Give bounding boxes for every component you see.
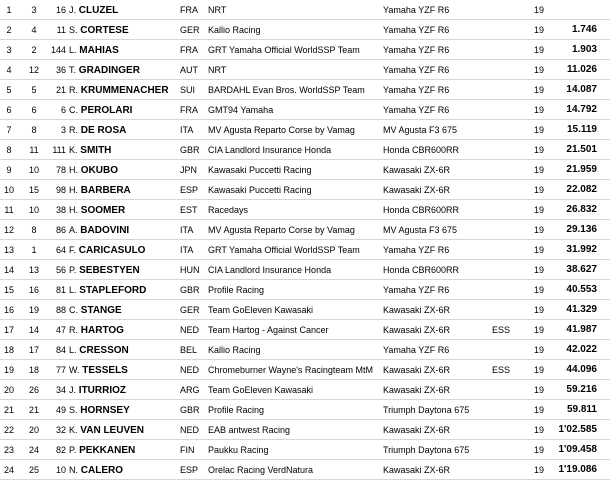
bike-model: Triumph Daytona 675	[383, 405, 470, 415]
rider-number: 16	[55, 5, 66, 15]
rider-surname: TESSELS	[82, 365, 128, 376]
team-name: GMT94 Yamaha	[208, 105, 274, 115]
position: 16	[3, 305, 14, 315]
rider-number: 81	[55, 285, 66, 295]
table-row	[0, 40, 610, 60]
bike-model: Kawasaki ZX-6R	[383, 365, 451, 375]
bike-model: Honda CBR600RR	[383, 145, 460, 155]
rider-number: 144	[50, 45, 66, 55]
rider-surname: VAN LEUVEN	[80, 425, 145, 436]
table-row	[0, 20, 610, 40]
nationality: ESP	[180, 185, 199, 195]
laps: 19	[534, 365, 545, 375]
table-row	[0, 280, 610, 300]
rider-surname: SMITH	[80, 145, 112, 156]
position: 12	[3, 225, 14, 235]
rider-number: 111	[52, 145, 66, 155]
rider-initial: C.	[69, 305, 78, 315]
gap-time: 59.216	[566, 384, 597, 395]
ess-flag: ESS	[492, 325, 511, 335]
laps: 19	[534, 5, 545, 15]
nationality: ESP	[180, 465, 199, 475]
grid-position: 17	[28, 345, 39, 355]
rider-number: 84	[55, 345, 66, 355]
grid-position: 13	[28, 265, 39, 275]
grid-position: 1	[31, 245, 37, 255]
bike-model: Kawasaki ZX-6R	[383, 165, 451, 175]
team-name: MV Agusta Reparto Corse by Vamag	[208, 225, 355, 235]
table-row	[0, 400, 610, 420]
team-name: Kallio Racing	[208, 25, 261, 35]
bike-model: Triumph Daytona 675	[383, 445, 470, 455]
rider-number: 21	[55, 85, 66, 95]
gap-time: 38.627	[566, 264, 597, 275]
table-row	[0, 80, 610, 100]
rider-name	[69, 60, 140, 81]
grid-position: 8	[31, 225, 37, 235]
nationality: NED	[180, 325, 200, 335]
rider-initial: R.	[69, 125, 78, 135]
gap-time: 1'09.458	[558, 444, 597, 455]
table-row	[0, 200, 610, 220]
bike-model: Yamaha YZF R6	[383, 5, 450, 15]
laps: 19	[534, 165, 545, 175]
rider-initial: S.	[69, 405, 78, 415]
team-name: Paukku Racing	[208, 445, 269, 455]
laps: 19	[534, 125, 545, 135]
laps: 19	[534, 385, 545, 395]
grid-position: 21	[28, 405, 39, 415]
gap-time: 15.119	[566, 124, 597, 135]
bike-model: Yamaha YZF R6	[383, 65, 450, 75]
position: 13	[3, 245, 14, 255]
rider-name	[69, 240, 145, 261]
rider-surname: CALERO	[80, 465, 124, 476]
rider-surname: DE ROSA	[80, 125, 127, 136]
nationality: AUT	[180, 65, 198, 75]
position: 8	[6, 145, 12, 155]
position: 6	[6, 105, 12, 115]
rider-initial: N.	[69, 465, 78, 475]
rider-number: 11	[56, 25, 66, 35]
rider-surname: SOOMER	[80, 205, 126, 216]
nationality: EST	[180, 205, 198, 215]
rider-surname: PEROLARI	[80, 105, 133, 116]
bike-model: MV Agusta F3 675	[383, 125, 458, 135]
position: 21	[3, 405, 14, 415]
table-row	[0, 320, 610, 340]
team-name: NRT	[208, 5, 227, 15]
position: 10	[3, 185, 14, 195]
rider-surname: GRADINGER	[78, 65, 140, 76]
gap-time: 41.987	[566, 324, 597, 335]
nationality: NED	[180, 425, 200, 435]
rider-surname: BARBERA	[80, 185, 131, 196]
position: 4	[6, 65, 12, 75]
position: 11	[4, 205, 14, 215]
nationality: BEL	[180, 345, 198, 355]
rider-name	[69, 400, 130, 421]
rider-initial: J.	[69, 385, 77, 395]
bike-model: Yamaha YZF R6	[383, 345, 450, 355]
team-name: Racedays	[208, 205, 249, 215]
laps: 19	[534, 465, 545, 475]
rider-name	[69, 180, 131, 201]
table-row	[0, 100, 610, 120]
rider-initial: F.	[69, 245, 77, 255]
rider-number: 36	[55, 65, 66, 75]
nationality: ITA	[180, 125, 194, 135]
table-row	[0, 0, 610, 20]
grid-position: 8	[31, 125, 37, 135]
rider-number: 78	[55, 165, 66, 175]
laps: 19	[534, 425, 545, 435]
position: 19	[3, 365, 14, 375]
gap-time: 44.096	[566, 364, 597, 375]
team-name: GRT Yamaha Official WorldSSP Team	[208, 45, 360, 55]
position: 7	[6, 125, 12, 135]
bike-model: Kawasaki ZX-6R	[383, 385, 451, 395]
team-name: MV Agusta Reparto Corse by Vamag	[208, 125, 355, 135]
grid-position: 20	[28, 425, 39, 435]
gap-time: 21.501	[566, 144, 597, 155]
table-row	[0, 160, 610, 180]
rider-number: 98	[55, 185, 66, 195]
nationality: NED	[180, 365, 200, 375]
gap-time: 1.746	[571, 24, 597, 35]
team-name: CIA Landlord Insurance Honda	[208, 265, 332, 275]
rider-name	[69, 20, 129, 41]
rider-number: 47	[55, 325, 66, 335]
rider-initial: K.	[69, 425, 78, 435]
table-row	[0, 140, 610, 160]
rider-name	[69, 220, 129, 241]
grid-position: 25	[28, 465, 39, 475]
bike-model: Kawasaki ZX-6R	[383, 185, 451, 195]
table-row	[0, 340, 610, 360]
team-name: Kallio Racing	[208, 345, 261, 355]
laps: 19	[534, 225, 545, 235]
ess-flag: ESS	[492, 365, 511, 375]
rider-name	[69, 140, 111, 161]
team-name: BARDAHL Evan Bros. WorldSSP Team	[208, 85, 365, 95]
rider-number: 38	[55, 205, 66, 215]
rider-initial: R.	[69, 325, 78, 335]
rider-initial: K.	[69, 145, 78, 155]
position: 5	[6, 85, 12, 95]
position: 15	[3, 285, 14, 295]
rider-name	[69, 260, 140, 281]
gap-time: 1'19.086	[558, 464, 597, 475]
bike-model: Yamaha YZF R6	[383, 285, 450, 295]
position: 20	[3, 385, 14, 395]
laps: 19	[534, 65, 545, 75]
rider-surname: CLUZEL	[78, 5, 119, 16]
rider-name	[69, 80, 169, 101]
rider-number: 86	[55, 225, 66, 235]
gap-time: 1'02.585	[558, 424, 597, 435]
rider-name	[69, 340, 129, 361]
table-row	[0, 360, 610, 380]
rider-surname: CARICASULO	[78, 245, 146, 256]
grid-position: 10	[28, 205, 39, 215]
rider-number: 34	[55, 385, 66, 395]
gap-time: 22.082	[566, 184, 597, 195]
rider-initial: L.	[69, 345, 77, 355]
rider-surname: BADOVINI	[80, 225, 130, 236]
table-row	[0, 380, 610, 400]
rider-name	[69, 160, 118, 181]
team-name: Team Hartog - Against Cancer	[208, 325, 329, 335]
position: 17	[3, 325, 14, 335]
table-row	[0, 60, 610, 80]
team-name: GRT Yamaha Official WorldSSP Team	[208, 245, 360, 255]
rider-surname: HARTOG	[80, 325, 124, 336]
rider-number: 77	[55, 365, 66, 375]
rider-name	[69, 360, 128, 381]
rider-number: 49	[55, 405, 66, 415]
grid-position: 6	[31, 105, 37, 115]
rider-name	[69, 0, 118, 21]
nationality: FRA	[180, 5, 198, 15]
position: 24	[3, 465, 14, 475]
rider-surname: PEKKANEN	[79, 445, 136, 456]
laps: 19	[534, 405, 545, 415]
rider-initial: L.	[69, 45, 77, 55]
rider-initial: P.	[69, 445, 77, 455]
table-row	[0, 260, 610, 280]
bike-model: Kawasaki ZX-6R	[383, 305, 451, 315]
team-name: Profile Racing	[208, 285, 265, 295]
grid-position: 12	[28, 65, 39, 75]
rider-number: 3	[60, 125, 66, 135]
rider-name	[69, 380, 126, 401]
rider-name	[69, 200, 125, 221]
rider-surname: HORNSEY	[80, 405, 130, 416]
row-divider	[0, 479, 610, 480]
rider-initial: C.	[69, 105, 78, 115]
gap-time: 26.832	[566, 204, 597, 215]
laps: 19	[534, 345, 545, 355]
rider-name	[69, 440, 135, 461]
gap-time: 14.792	[566, 104, 597, 115]
rider-name	[69, 120, 126, 141]
rider-name	[69, 420, 144, 441]
nationality: ARG	[180, 385, 200, 395]
nationality: GER	[180, 25, 200, 35]
rider-name	[69, 460, 123, 481]
laps: 19	[534, 85, 545, 95]
team-name: Team GoEleven Kawasaki	[208, 305, 314, 315]
rider-initial: L.	[69, 285, 77, 295]
nationality: SUI	[180, 85, 196, 95]
rider-initial: H.	[69, 165, 78, 175]
rider-number: 10	[55, 465, 66, 475]
gap-time: 40.553	[566, 284, 597, 295]
rider-name	[69, 40, 119, 61]
grid-position: 19	[28, 305, 39, 315]
nationality: FRA	[180, 105, 198, 115]
grid-position: 16	[28, 285, 39, 295]
laps: 19	[534, 145, 545, 155]
grid-position: 11	[29, 145, 39, 155]
rider-name	[69, 300, 122, 321]
rider-surname: CRESSON	[79, 345, 129, 356]
grid-position: 5	[31, 85, 37, 95]
table-row	[0, 460, 610, 480]
nationality: HUN	[180, 265, 200, 275]
position: 9	[6, 165, 12, 175]
rider-surname: STANGE	[80, 305, 122, 316]
grid-position: 18	[28, 365, 39, 375]
gap-time: 29.136	[566, 224, 597, 235]
rider-surname: KRUMMENACHER	[80, 85, 169, 96]
gap-time: 31.992	[566, 244, 597, 255]
rider-initial: A.	[69, 225, 78, 235]
laps: 19	[534, 185, 545, 195]
position: 14	[3, 265, 14, 275]
table-row	[0, 300, 610, 320]
position: 22	[3, 425, 14, 435]
position: 18	[3, 345, 14, 355]
gap-time: 59.811	[566, 404, 597, 415]
rider-initial: R.	[69, 85, 78, 95]
position: 1	[6, 5, 12, 15]
rider-number: 56	[55, 265, 66, 275]
rider-initial: H.	[69, 185, 78, 195]
team-name: EAB antwest Racing	[208, 425, 291, 435]
team-name: Kawasaki Puccetti Racing	[208, 185, 312, 195]
rider-number: 6	[60, 105, 66, 115]
nationality: FIN	[180, 445, 195, 455]
laps: 19	[534, 285, 545, 295]
grid-position: 14	[28, 325, 39, 335]
rider-surname: OKUBO	[80, 165, 119, 176]
nationality: GER	[180, 305, 200, 315]
laps: 19	[534, 265, 545, 275]
laps: 19	[534, 325, 545, 335]
gap-time: 21.959	[566, 164, 597, 175]
grid-position: 24	[28, 445, 39, 455]
team-name: Team GoEleven Kawasaki	[208, 385, 314, 395]
grid-position: 4	[31, 25, 37, 35]
team-name: Kawasaki Puccetti Racing	[208, 165, 312, 175]
gap-time: 42.022	[566, 344, 597, 355]
table-row	[0, 120, 610, 140]
gap-time: 1.903	[571, 44, 597, 55]
gap-time: 11.026	[566, 64, 597, 75]
laps: 19	[534, 45, 545, 55]
rider-name	[69, 280, 146, 301]
position: 3	[6, 45, 12, 55]
table-row	[0, 240, 610, 260]
grid-position: 10	[28, 165, 39, 175]
nationality: FRA	[180, 45, 198, 55]
table-row	[0, 440, 610, 460]
laps: 19	[534, 245, 545, 255]
laps: 19	[534, 205, 545, 215]
table-row	[0, 420, 610, 440]
nationality: JPN	[180, 165, 198, 175]
bike-model: Yamaha YZF R6	[383, 245, 450, 255]
rider-number: 32	[55, 425, 66, 435]
grid-position: 2	[31, 45, 37, 55]
gap-time: 14.087	[566, 84, 597, 95]
position: 23	[3, 445, 14, 455]
laps: 19	[534, 445, 545, 455]
bike-model: Yamaha YZF R6	[383, 45, 450, 55]
nationality: GBR	[180, 405, 200, 415]
laps: 19	[534, 25, 545, 35]
rider-surname: ITURRIOZ	[78, 385, 127, 396]
rider-initial: T.	[69, 65, 77, 75]
rider-number: 82	[55, 445, 66, 455]
bike-model: Kawasaki ZX-6R	[383, 465, 451, 475]
bike-model: Yamaha YZF R6	[383, 105, 450, 115]
rider-number: 88	[55, 305, 66, 315]
rider-name	[69, 100, 132, 121]
grid-position: 3	[31, 5, 37, 15]
bike-model: Kawasaki ZX-6R	[383, 325, 451, 335]
laps: 19	[534, 305, 545, 315]
grid-position: 26	[28, 385, 39, 395]
rider-surname: CORTESE	[80, 25, 129, 36]
nationality: GBR	[180, 145, 200, 155]
nationality: GBR	[180, 285, 200, 295]
team-name: Chromeburner Wayne's Racingteam MtM	[208, 365, 373, 375]
rider-initial: S.	[69, 25, 78, 35]
nationality: ITA	[180, 245, 194, 255]
laps: 19	[534, 105, 545, 115]
bike-model: Kawasaki ZX-6R	[383, 425, 451, 435]
team-name: NRT	[208, 65, 227, 75]
rider-surname: SEBESTYEN	[79, 265, 140, 276]
bike-model: Honda CBR600RR	[383, 205, 460, 215]
rider-surname: STAPLEFORD	[79, 285, 147, 296]
nationality: ITA	[180, 225, 194, 235]
rider-initial: P.	[69, 265, 77, 275]
gap-time: 41.329	[566, 304, 597, 315]
team-name: Profile Racing	[208, 405, 265, 415]
rider-number: 64	[55, 245, 66, 255]
rider-surname: MAHIAS	[79, 45, 119, 56]
rider-initial: J.	[69, 5, 77, 15]
team-name: Orelac Racing VerdNatura	[208, 465, 314, 475]
rider-name	[69, 320, 124, 341]
bike-model: Honda CBR600RR	[383, 265, 460, 275]
table-row	[0, 220, 610, 240]
position: 2	[6, 25, 12, 35]
bike-model: Yamaha YZF R6	[383, 25, 450, 35]
grid-position: 15	[28, 185, 39, 195]
bike-model: MV Agusta F3 675	[383, 225, 458, 235]
rider-initial: H.	[69, 205, 78, 215]
bike-model: Yamaha YZF R6	[383, 85, 450, 95]
rider-initial: W.	[69, 365, 80, 375]
table-row	[0, 180, 610, 200]
team-name: CIA Landlord Insurance Honda	[208, 145, 332, 155]
